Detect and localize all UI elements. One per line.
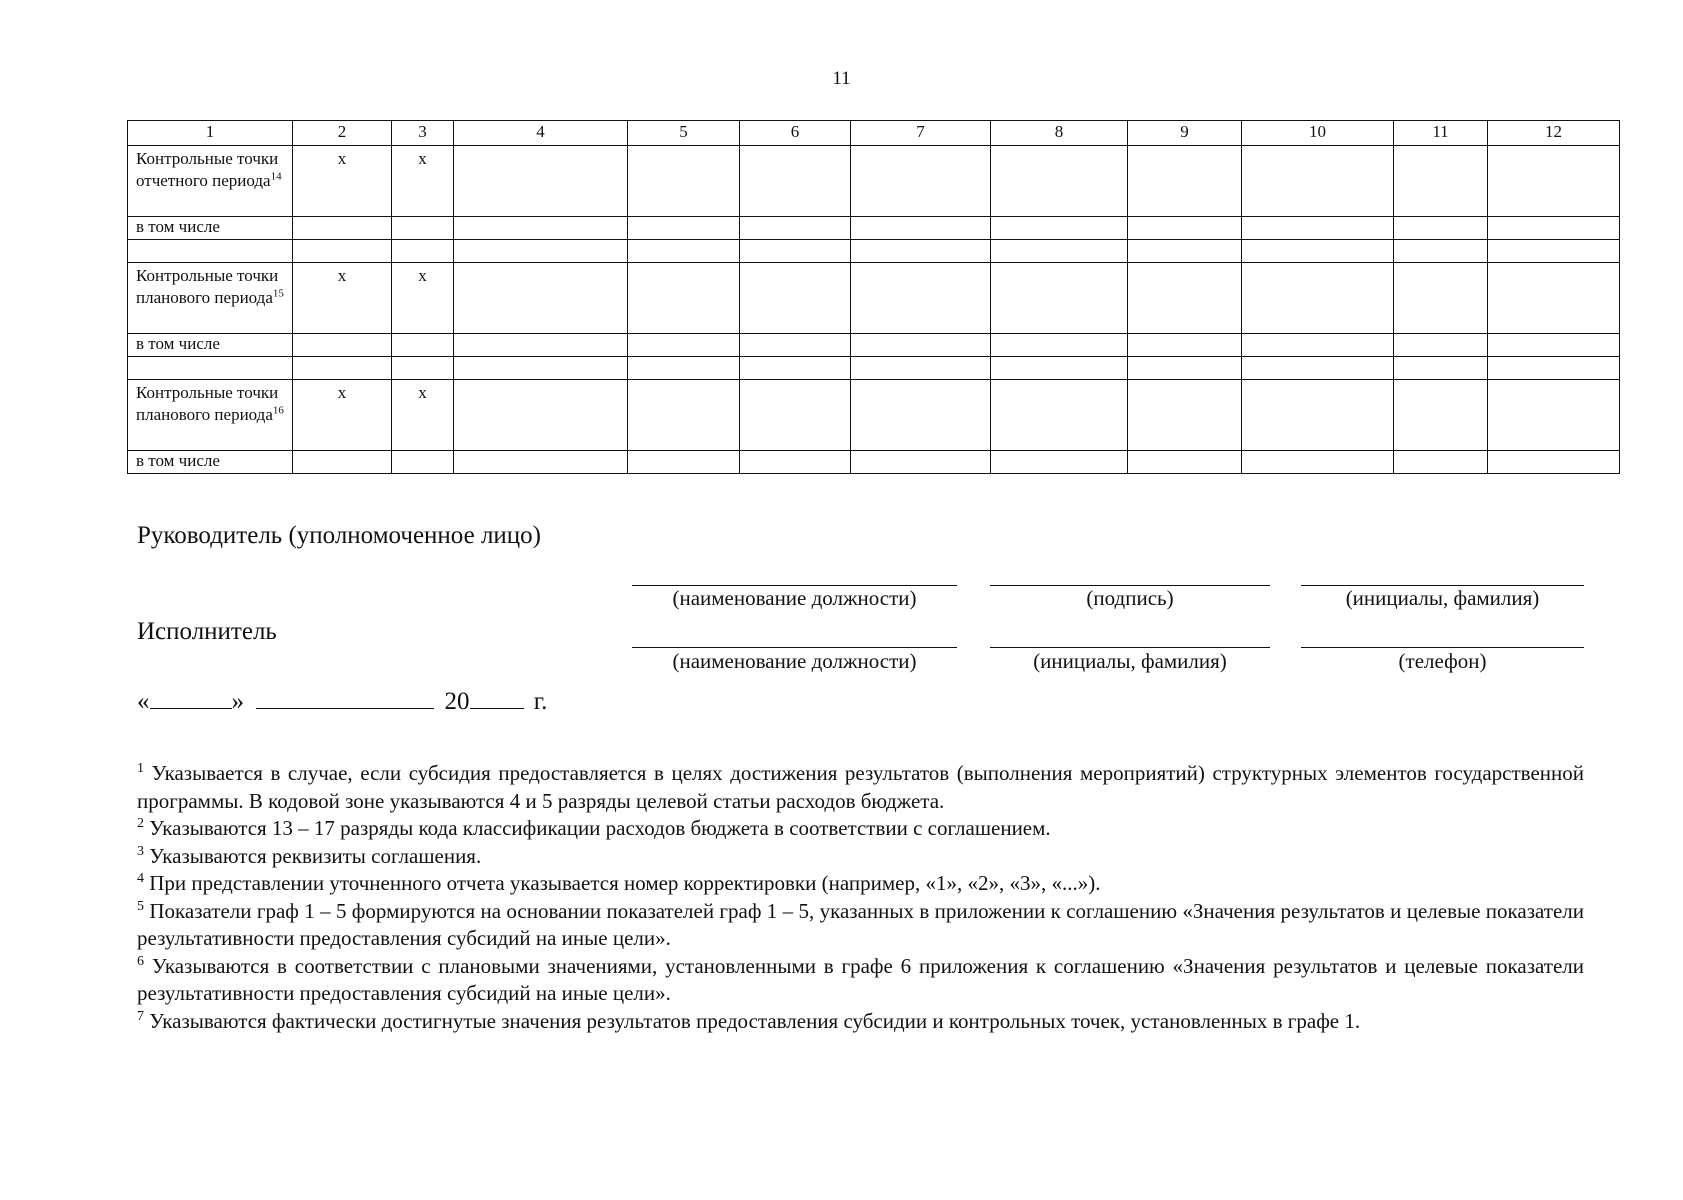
table-cell	[454, 217, 628, 240]
table-cell	[991, 146, 1128, 217]
table-cell	[128, 240, 293, 263]
footnotes	[137, 760, 1584, 1035]
table-cell	[454, 380, 628, 451]
table-cell	[454, 451, 628, 474]
executor-label: Исполнитель	[137, 618, 277, 645]
table-cell	[740, 357, 851, 380]
table-cell	[991, 357, 1128, 380]
table-cell	[851, 263, 991, 334]
table-cell	[1394, 451, 1488, 474]
column-number: 5	[628, 121, 740, 146]
table-row	[128, 240, 1620, 263]
table-cell	[1394, 263, 1488, 334]
table-cell	[991, 263, 1128, 334]
month-blank	[256, 684, 434, 709]
row-sublabel: в том числе	[128, 451, 293, 474]
table-cell	[628, 380, 740, 451]
year-prefix: 20	[444, 688, 470, 715]
table-cell	[454, 357, 628, 380]
table-cell	[740, 334, 851, 357]
table-cell	[991, 217, 1128, 240]
table-cell	[1242, 240, 1394, 263]
column-number: 12	[1488, 121, 1620, 146]
table-cell	[1488, 146, 1620, 217]
table-row	[128, 357, 1620, 380]
executor-phone-line	[1301, 647, 1584, 648]
table-row	[128, 217, 1620, 240]
footnote: $^2$ Указываются 13 – 17 разряды кода классификации расходов бюджета в соответствии с соглашением.	[137, 816, 1051, 840]
table-cell	[740, 240, 851, 263]
column-number-row	[128, 121, 1620, 146]
day-blank	[150, 684, 232, 709]
table-cell	[991, 240, 1128, 263]
column-number: 1	[128, 121, 293, 146]
table-cell	[1488, 380, 1620, 451]
column-number: 7	[851, 121, 991, 146]
report-table	[127, 120, 1620, 474]
table-cell	[851, 217, 991, 240]
table-cell	[293, 357, 392, 380]
footnote: $^3$ Указываются реквизиты соглашения.	[137, 843, 482, 868]
table-cell	[392, 451, 454, 474]
table-cell: x	[293, 380, 392, 451]
table-cell	[1242, 146, 1394, 217]
table-cell	[740, 380, 851, 451]
table-cell	[1128, 146, 1242, 217]
table-cell	[1488, 451, 1620, 474]
table-cell	[392, 334, 454, 357]
table-row	[128, 451, 1620, 474]
table-cell	[1394, 240, 1488, 263]
table-cell	[454, 240, 628, 263]
table-cell	[628, 240, 740, 263]
table-cell	[1128, 357, 1242, 380]
executor-name-caption: (инициалы, фамилия)	[1033, 649, 1227, 673]
table-cell	[1488, 263, 1620, 334]
footnote: $^6$ Указываются в соответствии с плановыми значениями, установленными в графе 6 приложения к соглашению «Значения результатов и целевые показатели результативности предоставления субсидий на иные цели».	[137, 953, 1585, 1005]
table-cell	[851, 357, 991, 380]
table-cell	[1242, 217, 1394, 240]
table-cell	[1488, 217, 1620, 240]
head-signature-caption: (подпись)	[1086, 586, 1174, 610]
table-cell	[1394, 380, 1488, 451]
footnote: $^5$ Показатели граф 1 – 5 формируются на основании показателей граф 1 – 5, указанных в приложении к соглашению «Значения результатов и целевые показатели результативности предоставления субсидий на иные цели».	[137, 898, 1584, 950]
table-cell	[991, 451, 1128, 474]
table-cell	[1394, 146, 1488, 217]
table-cell	[1128, 451, 1242, 474]
page-number: 11	[832, 68, 851, 89]
table-row	[128, 380, 1620, 451]
table-cell	[1394, 357, 1488, 380]
column-number: 9	[1128, 121, 1242, 146]
year-blank	[470, 684, 524, 709]
executor-position-caption: (наименование должности)	[672, 649, 917, 673]
table-cell	[1242, 380, 1394, 451]
table-cell: x	[392, 146, 454, 217]
date-open-quote: «	[137, 688, 150, 715]
table-cell	[293, 334, 392, 357]
column-number: 10	[1242, 121, 1394, 146]
table-cell	[740, 263, 851, 334]
table-cell	[740, 146, 851, 217]
table-cell	[392, 240, 454, 263]
column-number: 6	[740, 121, 851, 146]
table-cell	[392, 357, 454, 380]
table-cell	[1242, 263, 1394, 334]
table-cell	[1128, 217, 1242, 240]
table-cell: x	[392, 380, 454, 451]
table-cell	[1242, 357, 1394, 380]
table-cell	[628, 217, 740, 240]
executor-phone-caption: (телефон)	[1398, 649, 1487, 673]
table-cell	[851, 380, 991, 451]
column-number: 3	[392, 121, 454, 146]
table-cell	[851, 146, 991, 217]
table-cell	[1394, 334, 1488, 357]
table-cell	[1128, 263, 1242, 334]
table-row	[128, 334, 1620, 357]
table-cell	[628, 451, 740, 474]
date-line	[137, 684, 547, 716]
column-number: 4	[454, 121, 628, 146]
table-cell	[851, 240, 991, 263]
row-label: Контрольные точки планового периода$^{16}$	[128, 380, 293, 451]
row-label: Контрольные точки планового периода$^{15}$	[128, 263, 293, 334]
table-cell	[454, 146, 628, 217]
table-row	[128, 263, 1620, 334]
head-label: Руководитель (уполномоченное лицо)	[137, 522, 542, 549]
year-suffix: г.	[533, 688, 548, 715]
table-cell	[628, 357, 740, 380]
head-position-caption: (наименование должности)	[672, 586, 917, 610]
table-cell	[1128, 334, 1242, 357]
table-cell	[454, 263, 628, 334]
row-sublabel: в том числе	[128, 334, 293, 357]
table-cell	[1128, 240, 1242, 263]
column-number: 2	[293, 121, 392, 146]
table-cell	[1488, 240, 1620, 263]
table-cell	[740, 217, 851, 240]
column-number: 8	[991, 121, 1128, 146]
table-cell	[851, 451, 991, 474]
table-cell	[293, 240, 392, 263]
table-cell	[740, 451, 851, 474]
table-cell: x	[293, 146, 392, 217]
table-cell	[991, 380, 1128, 451]
column-number: 11	[1394, 121, 1488, 146]
head-name-caption: (инициалы, фамилия)	[1345, 586, 1540, 610]
table-cell	[628, 334, 740, 357]
table-cell	[128, 357, 293, 380]
table-cell	[1488, 334, 1620, 357]
table-cell	[628, 146, 740, 217]
executor-position-line	[632, 647, 957, 648]
table-cell	[628, 263, 740, 334]
table-cell	[1488, 357, 1620, 380]
table-cell: x	[392, 263, 454, 334]
table-cell: x	[293, 263, 392, 334]
footnote: $^1$ Указывается в случае, если субсидия предоставляется в целях достижения результатов (выполнения мероприятий) структурных элементов государственной программы. В кодовой зоне указываются 4 и 5 разряды целевой статьи расходов бюджета.	[137, 761, 1584, 813]
table-cell	[293, 451, 392, 474]
footnote: $^7$ Указываются фактически достигнутые значения результатов предоставления субсидии и контрольных точек, установленных в графе 1.	[137, 1008, 1361, 1033]
table-cell	[1394, 217, 1488, 240]
row-sublabel: в том числе	[128, 217, 293, 240]
table-cell	[392, 217, 454, 240]
table-cell	[991, 334, 1128, 357]
table-row	[128, 146, 1620, 217]
table-cell	[1128, 380, 1242, 451]
footnote: $^4$ При представлении уточненного отчета указывается номер корректировки (например, «1», «2», «3», «...»).	[137, 871, 1101, 895]
table-cell	[1242, 334, 1394, 357]
executor-name-line	[990, 647, 1270, 648]
table-cell	[1242, 451, 1394, 474]
table-cell	[454, 334, 628, 357]
table-cell	[851, 334, 991, 357]
row-label: Контрольные точки отчетного периода$^{14}$	[128, 146, 293, 217]
table-cell	[293, 217, 392, 240]
date-close-quote: »	[231, 688, 244, 715]
